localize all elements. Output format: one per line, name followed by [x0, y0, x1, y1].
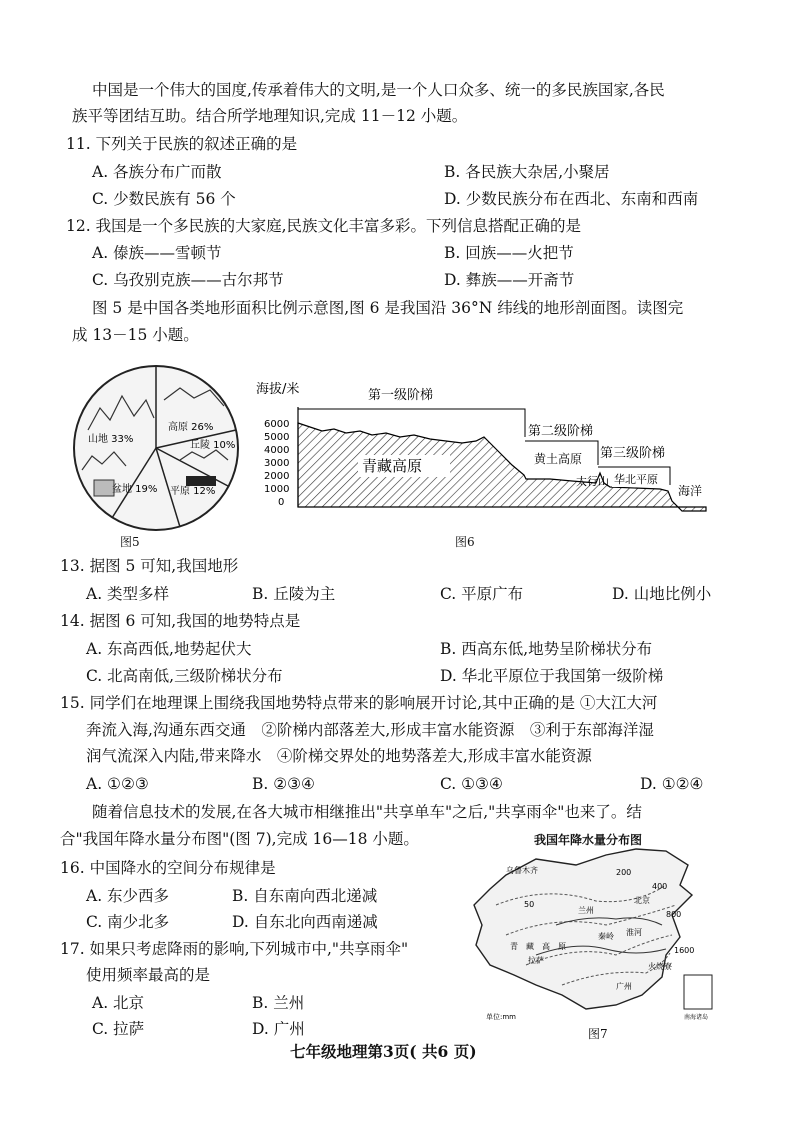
fig7-caption: 图7: [588, 1027, 608, 1041]
q12-option-a[interactable]: A. 傣族——雪顿节: [92, 244, 222, 262]
fig7-inset-label: 南海诸岛: [684, 1014, 709, 1021]
fig6-ylabel: 海拔/米: [256, 382, 300, 397]
q16-option-b[interactable]: B. 自东南向西北递减: [232, 887, 378, 905]
fig6-step2-label: 第二级阶梯: [528, 424, 594, 439]
figure-6: [250, 375, 720, 535]
q17-option-b[interactable]: B. 兰州: [252, 994, 305, 1012]
q14-option-c[interactable]: C. 北高南低,三级阶梯状分布: [86, 667, 283, 685]
q16-stem: 16. 中国降水的空间分布规律是: [60, 859, 276, 877]
intro-line-2: 族平等团结互助。结合所学地理知识,完成 11－12 小题。: [72, 107, 468, 125]
fig6-ytick: 5000: [264, 432, 290, 443]
fig7-city-lhasa: 拉萨: [528, 956, 544, 965]
q14-option-a[interactable]: A. 东高西低,地势起伏大: [86, 640, 252, 658]
fig7-huaihe-label: 淮河: [626, 928, 642, 937]
q11-option-d[interactable]: D. 少数民族分布在西北、东南和西南: [444, 190, 699, 208]
fig7-city-guangzhou: 广州: [616, 982, 632, 991]
q15-line-3: 润气流深入内陆,带来降水 ④阶梯交界处的地势落差大,形成丰富水能资源: [86, 747, 592, 765]
fig5-label-mountains: 山地 33%: [88, 434, 134, 445]
q15-option-b[interactable]: B. ②③④: [252, 775, 315, 793]
fig6-qinghai-tibet-label: 青藏高原: [362, 457, 423, 475]
fig7-city-beijing: 北京: [634, 896, 650, 905]
fig5-label-plains: 平原 12%: [170, 486, 216, 497]
q14-stem: 14. 据图 6 可知,我国的地势特点是: [60, 612, 301, 630]
fig7-unit: 单位:mm: [486, 1013, 516, 1021]
figure-7-map: [466, 845, 716, 1025]
fig6-taihang-label: 太行山: [576, 475, 609, 488]
q15-option-d[interactable]: D. ①②④: [640, 775, 704, 793]
fig6-ocean-label: 海洋: [678, 484, 703, 498]
q17-option-c[interactable]: C. 拉萨: [92, 1020, 145, 1038]
intro2-line-2: 成 13－15 小题。: [72, 326, 199, 344]
q15-line-2: 奔流入海,沟通东西交通 ②阶梯内部落差大,形成丰富水能资源 ③利于东部海洋湿: [86, 721, 654, 739]
fig7-city-urumqi: 乌鲁木齐: [506, 866, 538, 875]
fig6-step1-label: 第一级阶梯: [368, 388, 434, 403]
q17-option-a[interactable]: A. 北京: [92, 994, 145, 1012]
fig7-city-lanzhou: 兰州: [578, 906, 594, 915]
fig5-label-basins: 盆地 19%: [112, 484, 158, 495]
fig6-loess-label: 黄土高原: [534, 452, 583, 466]
q11-option-a[interactable]: A. 各族分布广而散: [92, 163, 222, 181]
q13-option-c[interactable]: C. 平原广布: [440, 585, 524, 603]
fig7-qinling-label: 秦岭: [598, 932, 614, 941]
fig7-plateau-label: 青 藏 高 原: [510, 942, 566, 951]
fig7-isohyet-label: 800: [666, 910, 682, 919]
fig6-ytick: 0: [278, 497, 285, 508]
fig6-step3-label: 第三级阶梯: [600, 446, 666, 461]
q17-line-2: 使用频率最高的是: [86, 966, 211, 984]
q16-option-c[interactable]: C. 南少北多: [86, 913, 170, 931]
fig7-city-huoshaoliao: 火烧寮: [648, 962, 672, 971]
fig5-basin-sketch: [94, 480, 114, 496]
q12-stem: 12. 我国是一个多民族的大家庭,民族文化丰富多彩。下列信息搭配正确的是: [66, 217, 582, 235]
fig6-ytick: 3000: [264, 458, 290, 469]
q17-line-1: 17. 如果只考虑降雨的影响,下列城市中,"共享雨伞": [60, 940, 409, 958]
fig6-caption: 图6: [455, 535, 475, 549]
fig7-isohyet-label: 200: [616, 868, 632, 877]
fig6-north-china-label: 华北平原: [614, 473, 658, 486]
page-footer: 七年级地理第3页( 共6 页): [290, 1042, 477, 1061]
intro2-line-1: 图 5 是中国各类地形面积比例示意图,图 6 是我国沿 36°N 纬线的地形剖面图。读图完: [92, 299, 684, 317]
intro3-line-2: 合"我国年降水量分布图"(图 7),完成 16—18 小题。: [60, 830, 419, 848]
q14-option-d[interactable]: D. 华北平原位于我国第一级阶梯: [440, 667, 664, 685]
q12-option-c[interactable]: C. 乌孜别克族——古尔邦节: [92, 271, 284, 289]
fig7-isohyet-label: 50: [524, 900, 535, 909]
fig6-ytick: 1000: [264, 484, 290, 495]
fig6-ytick: 6000: [264, 419, 290, 430]
q11-stem: 11. 下列关于民族的叙述正确的是: [66, 135, 298, 153]
fig7-south-sea-inset: [684, 975, 712, 1009]
q15-option-a[interactable]: A. ①②③: [86, 775, 149, 793]
q16-option-d[interactable]: D. 自东北向西南递减: [232, 913, 378, 931]
q13-option-d[interactable]: D. 山地比例小: [612, 585, 712, 603]
fig5-caption: 图5: [120, 535, 140, 549]
fig6-ytick: 4000: [264, 445, 290, 456]
q11-option-c[interactable]: C. 少数民族有 56 个: [92, 190, 236, 208]
q14-option-b[interactable]: B. 西高东低,地势呈阶梯状分布: [440, 640, 653, 658]
fig6-ytick: 2000: [264, 471, 290, 482]
q16-option-a[interactable]: A. 东少西多: [86, 887, 170, 905]
figure-5: [68, 360, 248, 550]
intro-line-1: 中国是一个伟大的国度,传承着伟大的文明,是一个人口众多、统一的多民族国家,各民: [92, 81, 665, 99]
q11-option-b[interactable]: B. 各民族大杂居,小聚居: [444, 163, 610, 181]
q13-option-a[interactable]: A. 类型多样: [86, 585, 170, 603]
fig7-isohyet-label: 400: [652, 882, 668, 891]
q13-stem: 13. 据图 5 可知,我国地形: [60, 557, 239, 575]
fig7-title: 我国年降水量分布图: [534, 833, 643, 847]
intro3-line-1: 随着信息技术的发展,在各大城市相继推出"共享单车"之后,"共享雨伞"也来了。结: [92, 803, 642, 821]
fig5-plain-sketch: [186, 476, 216, 486]
fig7-isohyet-label: 1600: [674, 946, 695, 955]
q17-option-d[interactable]: D. 广州: [252, 1020, 305, 1038]
q12-option-d[interactable]: D. 彝族——开斋节: [444, 271, 575, 289]
q13-option-b[interactable]: B. 丘陵为主: [252, 585, 336, 603]
q12-option-b[interactable]: B. 回族——火把节: [444, 244, 574, 262]
q15-line-1: 15. 同学们在地理课上围绕我国地势特点带来的影响展开讨论,其中正确的是 ①大江大河: [60, 694, 658, 712]
fig5-label-plateau: 高原 26%: [168, 422, 214, 433]
q15-option-c[interactable]: C. ①③④: [440, 775, 503, 793]
fig5-label-hills: 丘陵 10%: [190, 440, 236, 451]
